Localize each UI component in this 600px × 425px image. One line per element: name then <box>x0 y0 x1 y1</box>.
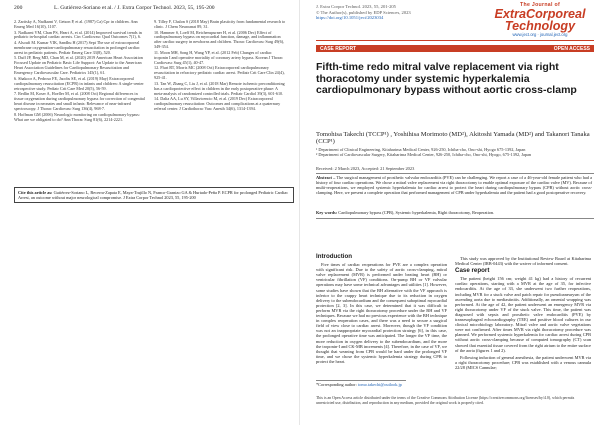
reference-item: 2. Zaritsky A, Nadkarni V, Getson P, et al. (1987) Ca) Cpr in children. Ann Emerg Med 16(10), 1107. <box>14 19 138 29</box>
cite-this-article-box <box>14 187 294 203</box>
reference-item: 6. Shakoor A, Pedroso FE, Jacobs SE, et al. (2019) May) Extracorporeal cardiopulmonary resuscitation (ECPR) in infants and children: A single-center retrospective study. Pediatr Crit Care Med 20(5), 56-59. <box>14 75 144 91</box>
abstract-label: Abstract – <box>316 175 336 180</box>
reference-item: 5. Duff JP, Berg MD, Chan M, et al. (2020) 2019 American Heart Association Focused Update on Pediatric Basic Life Support: An Update to the American Heart Association Guidelines for Cardiopulmonary Resuscitation and Emergency Cardiovascular Care. Pediatrics 145(1), 61. <box>14 55 143 76</box>
journal-info <box>316 4 411 21</box>
case-report-label: CASE REPORT <box>320 45 357 52</box>
logo-pretitle: The Journal of <box>520 2 560 8</box>
doi-link[interactable]: https://doi.org/10.1051/ject/2023034 <box>316 15 384 21</box>
corresponding-email-link[interactable]: tomo.takechi@outlook.jp <box>358 382 402 387</box>
reference-list <box>14 20 286 123</box>
open-access-label: OPEN ACCESS <box>553 45 590 52</box>
keywords-text: Cardiopulmonary bypass (CPB), Systemic hyperkalemia, Right thoracotomy, Reoperation. <box>338 210 495 215</box>
right-page <box>300 0 600 425</box>
reference-item: 8. Hoffman GM (2006) Neurologic monitoring on cardiopulmonary bypass: What are we obligated to do? Ann Thorac Surg 81(6), 2214-2221. <box>14 111 140 122</box>
divider <box>316 218 594 219</box>
received-accepted-dates: Received: 2 March 2023, Accepted: 21 September 2023 <box>316 166 415 171</box>
paragraph: Five times of cardiac reoperations for PVE are a complex operation with significant risk. Due to the safety of aortic cross-clamping, mitral valve replacement (MVR) is performed under beating heart (BH) or ventricular fibrillation (VF) conditions. On-pump BH or VF valvular operations may have some technical advantages and utilities [1]. However, some studies have shown that the BH alternative with the VF approach is inferior to the crappy heart technique due to its reduction in oxygen delivery to the subendocardium and the consequent suboptimal myocardial protection [2, 3]. In this case, we determined that it was difficult to perform MVR via the right thoracotomy procedure under the BH and VF techniques. Because we had no previous experience with the BH technique in complex reoperation cases, and there was a need to secure a surgical field of view close to cardiac arrest. Moreover, though the VF condition was not an inappropriate myocardial protection strategy [6], in this case, the prolonged operative time was anticipated. The longer the VF time, the more reduction in oxygen delivery to the subendocardium, and the more the troponin-I and CK-MB increments [4]. Therefore, in the case of VF, we thought that weaning from CPB would be hard under the prolonged VF time, and we chose the systemic hyperkalemia strategy during CPB to protect the heart. <box>316 262 447 364</box>
article-title: Fifth-time redo mitral valve replacement via right thoracotomy under systemic hyperkalemia cardiopulmonary bypass without aortic cross-clamp <box>316 61 577 97</box>
logo-title: ExtraCorporeal <box>494 7 586 21</box>
paragraph: The patient (height 156 cm; weight 41 kg) had a history of recurrent cardiac operations, starting with a MVR at the age of 35, for infective endocarditis. At the age of 33, she underwent two further reoperations, including MVR for a stuck valve and patch repair for pseudoaneurysm of the ascending aorta due to mediastinitis. Additionally, an omental wrapping was performed. At the age of 42, the patient underwent an emergency MVR via right thoracotomy under VF of the stuck valve. This time, the patient was diagnosed with sepsis and prosthetic valve endocarditis (PVE) by transesophageal echocardiography (TEE) and positive blood cultures in our clinical microbiology laboratory. Mitral valve and aortic valve vegetations were not confirmed. After times MVR via right thoracotomy procedure was planned. We performed systemic hyperkalemia for cardiac arrest during CPB without aortic cross-clamping because of computed tomography (CT) scan showed that essential tissue covered from the right atrium to the entire surface of the aorta (figures 1 and 2). <box>455 276 591 353</box>
logo-subtitle: www.ject.org · journal.ject.org <box>512 32 568 37</box>
reference-item: 14. Dalia AA, Lu SY, Villavicencio M, et al. (2019 Dec) Extracorporeal cardiopulmonary resuscitation: Outcomes and complications at a quaternary referral center. J Cardiothorac Vasc Anesth 34(6), 1314-1394. <box>154 96 281 112</box>
page-number: 200 <box>14 5 23 11</box>
abstract <box>316 175 592 196</box>
reference-item: 4. Alsoufi M. Kumar VIK, Sandhu H (2017) Sept The use of extracorporeal membrane oxygenation-cardiopulmonary resuscitation in prolonged cardiac arrest in pediatric patients. Pediatr Emerg Care 33(8), 520. <box>14 40 140 55</box>
cite-label: Cite this article as: <box>18 190 53 195</box>
section-heading-introduction: Introduction <box>316 253 353 260</box>
article-type-banner <box>316 45 594 52</box>
license-footer: This is an Open Access article distributed under the terms of the Creative Commons Attribution License (https://creativecommons.org/licenses/by/4.0), which permits unrestricted use, distribution, and reproduction in any medium, provided the original work is properly cited. <box>316 396 575 405</box>
reference-item: 7. Redlin M, Koser A, Hoeller M, et al. (2008 Oct) Regional differences in tissue oxygenation during cardiopulmonary bypass for correction of congenital heart disease in neonates and small infants: Relevance of near-infrared spectroscopy. J Thorac Cardiovasc Surg 136(4), 968-7. <box>14 91 145 112</box>
reference-item: 10. Hammer S, Loeff M, Reichenspurner H, et al. (2006 Dec) Effect of cardiopulmonary bypass on myocardial function, damage, and inflammation after cardiac surgery in newborns and children. Thorac Cardiovasc Surg 49(6), 349-354. <box>154 29 285 50</box>
body-column-right <box>455 256 591 372</box>
body-column-left <box>316 254 447 366</box>
affiliation-item: ² Department of Cardiovascular Surgery, Kitaharima Medical Center, 926-250, Ichiba-cho, Ono-shi, Hyogo, 675-1392, Japan <box>316 152 532 158</box>
keywords-label: Key words: <box>316 210 338 215</box>
reference-item: 3. Nadkarni VM, Chan PS, Heart A, et al. (2014) Improved survival trends in pediatric in-hospital cardiac arrests. Circ Cardiovasc Qual Outcomes 7(1), 6. <box>14 29 142 40</box>
reference-item: 9. Tilley F, Chalon S (2018 May) Brain plasticity from fundamental research to clinic. J Chem Neuroanat 89, 31. <box>154 19 286 29</box>
reference-item: 12. Flurt RT, Morris MC (2008 Oct) Extracorporeal cardiopulmonary resuscitation in refractory pediatric cardiac arrest. Pediatr Crit Care Clin 24(4), 925-41. <box>154 65 285 81</box>
header-rule <box>316 40 594 41</box>
abstract-text: The surgical management of prosthetic valvular endocarditis (PVE) can be challenging. We report a case of a 46-year-old female patient who had a history of four cardiac operations. We chose a mitral valve replacement via right thoracotomy to enable optimal exposure of the cardiac valve (MV). Because of multi-reoperations, we employed systemic hyperkalemia for cardiac arrest to protect the heart during cardiopulmonary bypass (CPB) without aortic cross-clamping. Here, we present a complete operation that performed management of CPB under hyperkalemia and the patient had a good postoperative recovery. <box>316 175 593 196</box>
reference-item: 11. Moon MH, Song H, Wang YP, et al. (2012 Feb) Changes of cardiac troponin I and operative mortality of coronary artery bypass. Korean J Thorac Cardiovasc Surg 45(1), 40-47. <box>154 49 283 65</box>
affiliations <box>316 147 590 157</box>
footnote-rule <box>316 380 406 381</box>
journal-reference: L. Gutiérrez-Soriano et al. / J. Extra Corpor Technol. 2023, 55, 195-200 <box>54 5 215 11</box>
journal-line: J. Extra Corpor Technol. 2023, 55, 201-205 <box>316 4 396 9</box>
cite-text: Gutiérrez-Soriano L, Becerra-Zapata E, Maya-Trujillo N, Franco-Granizo GA & Hurtado-Peña P. ECPR for prolonged Pediatric Cardiac Arrest, an outcome without major neurological compromise. J Extra Corpor Technol 2023, 55, 195-200 <box>18 190 289 200</box>
keywords <box>316 210 592 215</box>
logo-title-2: Technology <box>504 19 576 33</box>
journal-line: © The Author(s), published by EDP Sciences, 2023 <box>316 9 411 15</box>
author-list: Tomohisa Takechi (TCCP¹) , Yoshihisa Morimoto (MD²), Akitoshi Yamada (MD²) and Takanori Tanaka (CCP¹) <box>316 131 590 146</box>
corresponding-author <box>316 382 402 387</box>
journal-logo <box>486 2 594 37</box>
affiliation-item: ¹ Department of Clinical Engineering, Kitaharima Medical Center, 926-250, Ichiba-cho, Ono-shi, Hyogo 675-1392, Japan <box>316 147 526 152</box>
divider <box>316 173 594 174</box>
reference-item: 13. Tan W, Zhang C, Liu J, et al. (2018 Mar) Remote ischemic preconditioning has a cardioprotective effect in children in the early postoperative phase: A meta-analysis of randomized controlled trials. Pediatr Cardiol 39(3), 601-610. <box>154 80 285 96</box>
corresponding-label: *Corresponding author: <box>316 382 357 387</box>
paragraph: Following induction of general anesthesia, the patient underwent MVR via a right thoracotomy procedure; CPB was established with a venous cannula 22/28 (MICS Cannulae; <box>455 354 591 370</box>
paragraph: This study was approved by the Institutional Review Board at Kitaharima Medical Center (IRB-0443) with the waiver of informed consent. <box>455 256 591 267</box>
section-heading-case-report: Case report <box>455 267 490 275</box>
